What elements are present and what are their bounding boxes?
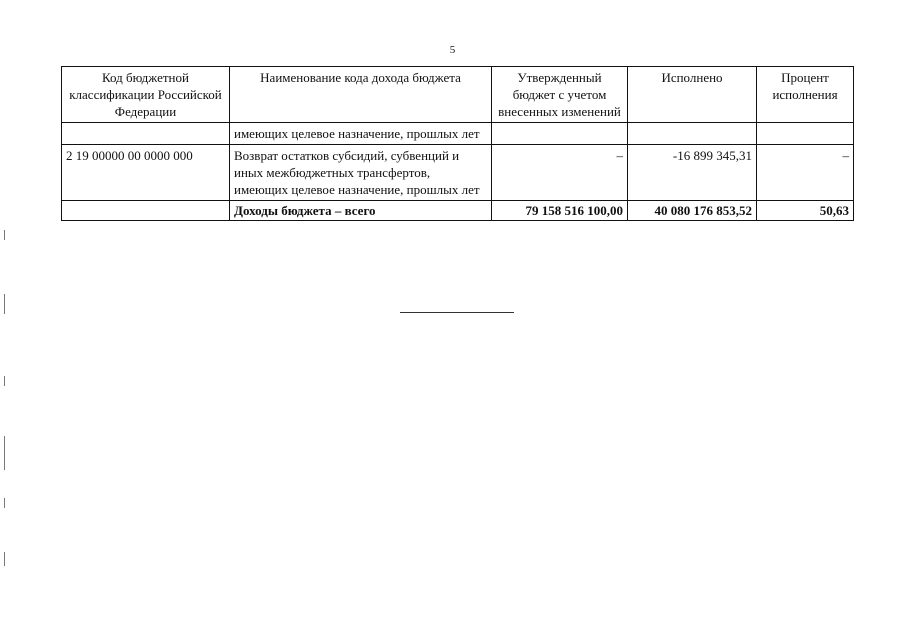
total-executed: 40 080 176 853,52 [628,201,757,221]
scan-artifact [4,552,5,566]
cell-name: имеющих целевое назначение, прошлых лет [230,123,492,145]
table-header-row [62,67,854,123]
table-row [62,145,854,201]
cell-percent [757,123,854,145]
cell-executed [628,123,757,145]
scan-artifact [4,230,5,240]
cell-approved [492,123,628,145]
budget-income-table [61,66,854,221]
header-code: Код бюджетной классификации Российской Федерации [62,67,230,123]
table-row [62,123,854,145]
cell-name: Возврат остатков субсидий, субвенций и иных межбюджетных трансфертов, имеющих целевое назначение, прошлых лет [230,145,492,201]
cell-code: 2 19 00000 00 0000 000 [62,145,230,201]
cell-code [62,123,230,145]
total-approved: 79 158 516 100,00 [492,201,628,221]
header-name: Наименование кода дохода бюджета [230,67,492,123]
total-code [62,201,230,221]
total-name: Доходы бюджета – всего [230,201,492,221]
scan-artifact [4,498,5,508]
total-row [62,201,854,221]
cell-percent: – [757,145,854,201]
cell-executed: -16 899 345,31 [628,145,757,201]
cell-approved: – [492,145,628,201]
header-percent: Процент исполнения [757,67,854,123]
scan-artifact [4,294,5,314]
header-approved: Утвержденный бюджет с учетом внесенных изменений [492,67,628,123]
header-executed: Исполнено [628,67,757,123]
scan-artifact [4,436,5,470]
scan-artifact [4,376,5,386]
total-percent: 50,63 [757,201,854,221]
separator-line [400,312,514,313]
page-number: 5 [449,44,456,56]
